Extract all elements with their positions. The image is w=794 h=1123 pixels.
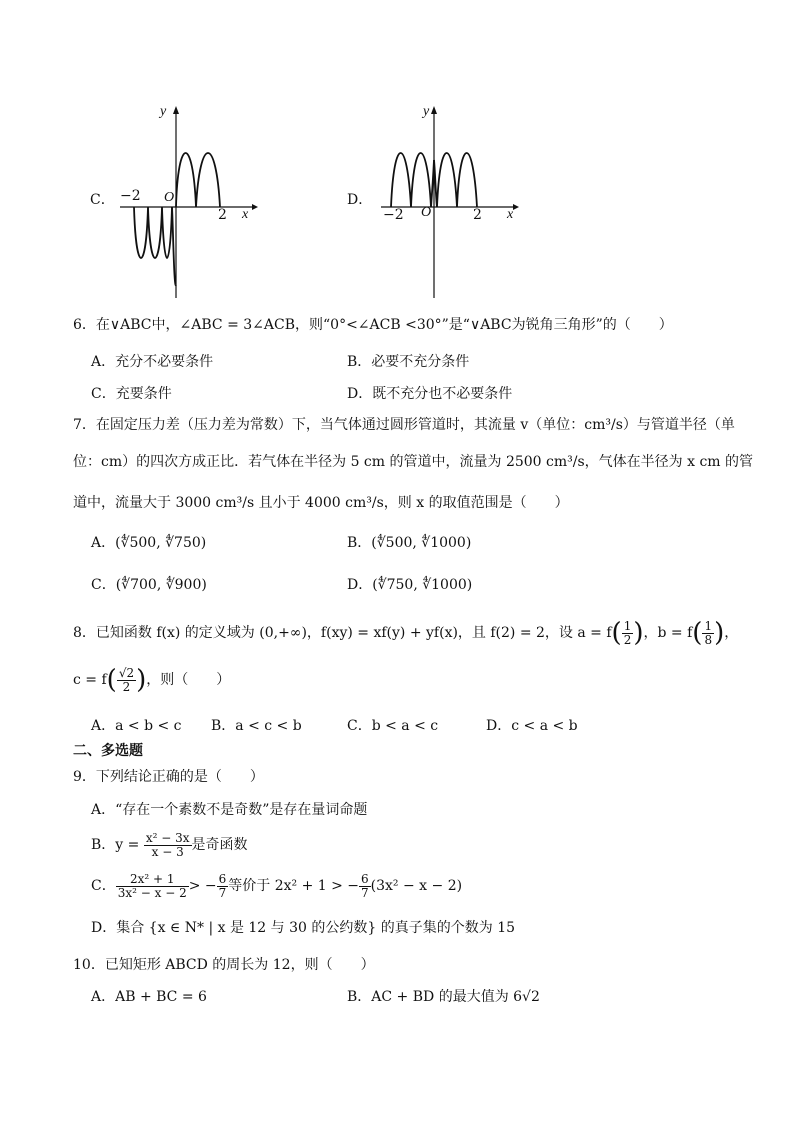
section-heading-multiple-choice: 二、多选题 [73, 743, 143, 759]
q9-c-den2: 7 [218, 885, 227, 900]
q9-stem: 9．下列结论正确的是（ ） [73, 769, 264, 785]
q6-option-c[interactable]: C．充要条件 [91, 386, 172, 402]
q10-option-b[interactable]: B．AC + BD 的最大值为 6√2 [347, 989, 540, 1005]
q6-stem: 6．在∨ABC中，∠ABC = 3∠ACB，则“0°<∠ACB <30°”是“∨ABC为锐角三角形”的（ ） [73, 317, 673, 333]
q9-option-a[interactable]: A．“存在一个素数不是奇数”是存在量词命题 [91, 802, 368, 818]
graph-c-origin: O [164, 190, 175, 205]
q8-option-a[interactable]: A．a < b < c [91, 718, 182, 734]
q8-b-fraction [702, 620, 714, 647]
q6-option-b[interactable]: B．必要不充分条件 [347, 354, 470, 370]
q8-option-d[interactable]: D．c < a < b [486, 718, 578, 734]
q9-c-fraction [116, 873, 189, 900]
q8-option-c[interactable]: C．b < a < c [347, 718, 439, 734]
q7-line2: 位：cm）的四次方成正比．若气体在半径为 5 cm 的管道中，流量为 2500 cm³/s，气体在半径为 x cm 的管 [73, 454, 754, 470]
q6-option-d[interactable]: D．既不充分也不必要条件 [347, 386, 513, 402]
graph-c-y-label: y [160, 104, 167, 119]
q9-c-den: 3x² − x − 2 [117, 885, 187, 900]
q8-line1-prefix: 8．已知函数 f(x) 的定义域为 (0,+∞)，f(xy) = xf(y) + yf(x)，且 f(2) = 2，设 a = f [73, 625, 612, 641]
graph-c-label: C． [90, 192, 115, 208]
q9-b-fraction [144, 832, 192, 859]
graph-c-neg-two: −2 [120, 188, 141, 204]
graph-d-pos-two: 2 [473, 207, 482, 223]
graph-d-y-label: y [423, 104, 430, 119]
q9-c-prefix: C． [91, 878, 116, 894]
graph-d-x-label: x [507, 207, 514, 222]
q7-option-a[interactable]: A．(∜500, ∜750) [91, 535, 207, 551]
q9-option-d[interactable]: D．集合 {x ∈ N* | x 是 12 与 30 的公约数} 的真子集的个数为 15 [91, 920, 516, 936]
q9-c-mid2: 等价于 2x² + 1 > − [228, 878, 360, 894]
graph-d-neg-two: −2 [383, 207, 404, 223]
graph-d [347, 100, 527, 300]
q9-b-den: x − 3 [151, 844, 184, 859]
q8-a-den: 2 [623, 632, 632, 647]
graph-c-x-label: x [242, 207, 249, 222]
q9-b-prefix: B．y = [91, 837, 140, 853]
q8-tail: ， [724, 625, 739, 641]
q9-c-num3: 6 [361, 871, 369, 886]
graph-d-plot [347, 100, 527, 300]
q10-stem: 10．已知矩形 ABCD 的周长为 12，则（ ） [73, 957, 375, 973]
q9-c-num: 2x² + 1 [116, 873, 189, 887]
q9-b-suffix: 是奇函数 [191, 837, 248, 853]
q8-c-num: √2 [118, 665, 135, 680]
q10-option-a[interactable]: A．AB + BC = 6 [91, 989, 207, 1005]
q8-b-num: 1 [704, 618, 713, 633]
q7-line1: 7．在固定压力差（压力差为常数）下，当气体通过圆形管道时，其流量 v（单位：cm³/s）与管道半径（单 [73, 417, 735, 433]
q9-c-den3: 7 [361, 885, 369, 900]
q7-option-c[interactable]: C．(∜700, ∜900) [91, 577, 207, 593]
q8-b-den: 8 [704, 632, 713, 647]
graph-d-origin: O [421, 205, 432, 220]
q7-option-d[interactable]: D．(∜750, ∜1000) [347, 577, 473, 593]
q8-a-fraction [622, 620, 634, 647]
q8-option-b[interactable]: B．a < c < b [211, 718, 302, 734]
graph-c [90, 100, 260, 300]
q7-option-b[interactable]: B．(∜500, ∜1000) [347, 535, 472, 551]
q9-option-c[interactable] [91, 871, 462, 901]
q9-c-num2: 6 [218, 871, 227, 886]
graph-c-pos-two: 2 [218, 207, 227, 223]
q9-c-mid: > − [188, 878, 217, 894]
q9-option-b[interactable] [91, 830, 248, 860]
q8-line1: 8．已知函数 f(x) 的定义域为 (0,+∞)，f(xy) = xf(y) + yf(x)，且 f(2) = 2，设 a = f( $\frac{1}{2}$ )，b = f( $\frac{1}{8}$ )， [73, 618, 739, 648]
q8-mid: ，b = f [643, 625, 693, 641]
q9-b-num: x² − 3x [145, 830, 190, 845]
q8-line2: c = f( $\frac{√2}{2}$ )，则（ ） [73, 665, 231, 695]
graph-c-plot [90, 100, 260, 300]
q8-a-num: 1 [623, 618, 632, 633]
graph-d-label: D． [347, 192, 373, 208]
q9-c-suffix: (3x² − x − 2) [370, 878, 463, 894]
q6-option-a[interactable]: A．充分不必要条件 [91, 354, 214, 370]
q8-c-suffix: ，则（ ） [146, 672, 231, 688]
q8-c-den: 2 [122, 679, 131, 694]
q9-c-fraction2 [217, 873, 229, 900]
q8-c-prefix: c = f [73, 672, 107, 688]
q9-c-fraction3 [359, 873, 371, 900]
q8-c-fraction [117, 667, 136, 694]
q7-line3: 道中，流量大于 3000 cm³/s 且小于 4000 cm³/s，则 x 的取值范围是（ ） [73, 495, 569, 511]
